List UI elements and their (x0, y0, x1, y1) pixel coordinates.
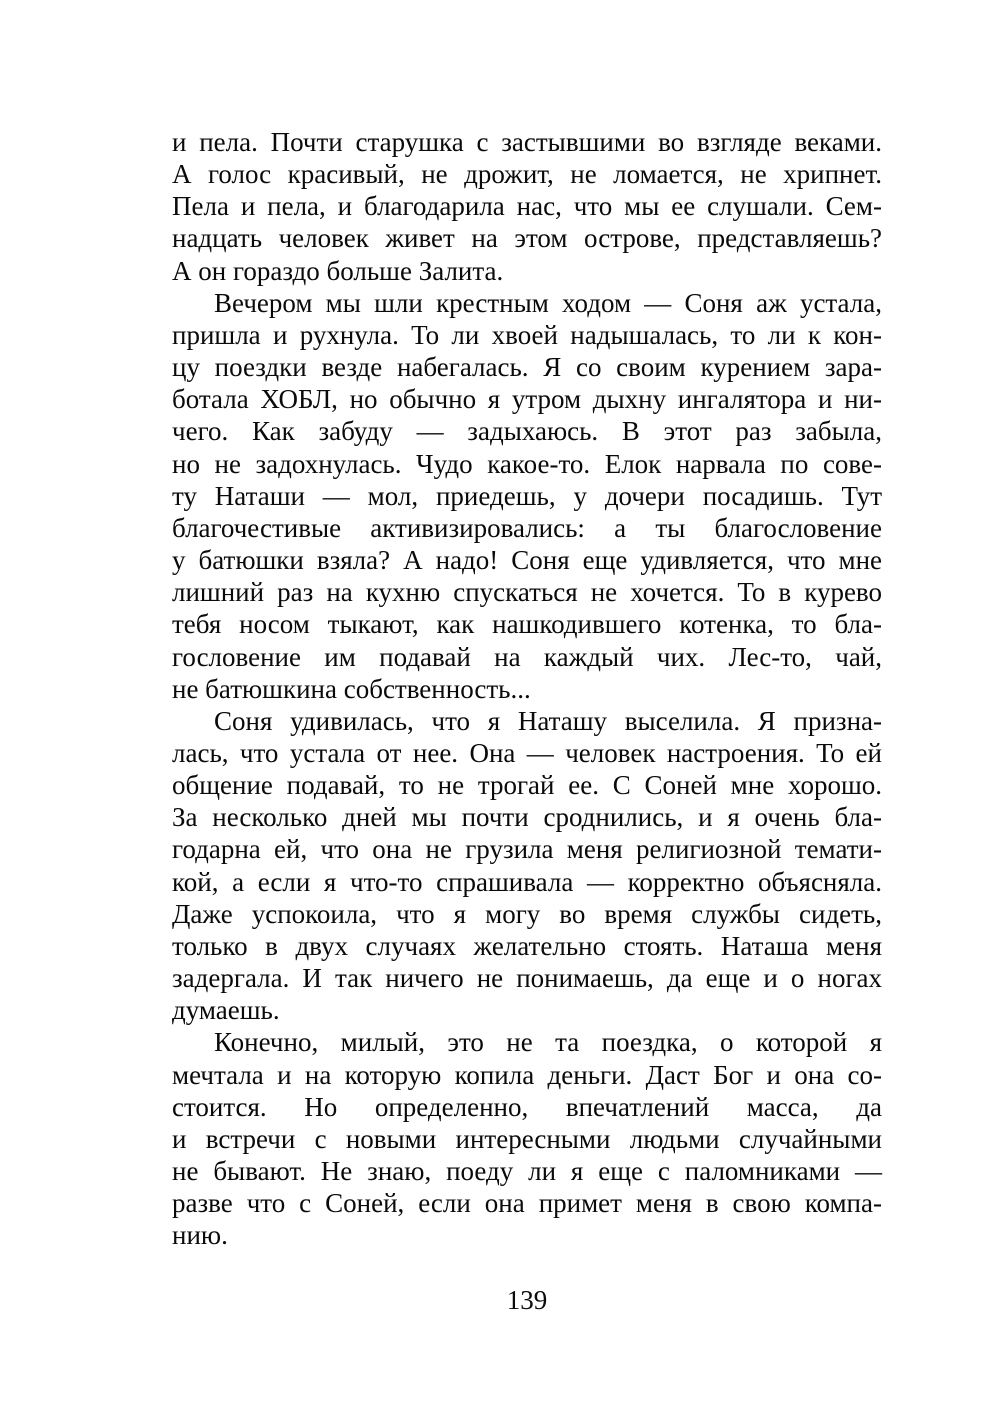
text-line: думаешь. (172, 995, 280, 1026)
text-line: общение подавай, то не трогай ее. С Соней мне хорошо. (172, 770, 882, 801)
text-line: За несколько дней мы почти сроднились, и я очень бла- (172, 802, 882, 833)
text-line: только в двух случаях желательно стоять. Наташа меня (172, 930, 882, 961)
text-line: ботала ХОБЛ, но обычно я утром дыхну ингалятора и ни- (172, 384, 882, 415)
text-line: годарна ей, что она не грузила меня религиозной темати- (172, 834, 882, 865)
text-line: цу поездки везде набегалась. Я со своим курением зара- (172, 352, 882, 383)
text-line: Соня удивилась, что я Наташу выселила. Я призна- (214, 705, 882, 736)
text-line: не бывают. Не знаю, поеду ли я еще с паломниками — (172, 1156, 882, 1186)
paragraph (172, 287, 882, 705)
paragraph (172, 705, 882, 1027)
text-line: не батюшкина собственность... (172, 673, 531, 704)
text-line: надцать человек живет на этом острове, представляешь? (172, 223, 882, 254)
text-line: нию. (172, 1220, 228, 1251)
text-line: Пела и пела, и благодарила нас, что мы ее слушали. Сем- (172, 191, 882, 222)
text-line: у батюшки взяла? А надо! Соня еще удивляется, что мне (172, 545, 882, 576)
text-line: лишний раз на кухню спускаться не хочется. То в курево (172, 577, 882, 608)
text-line: задергала. И так ничего не понимаешь, да еще и о ногах (172, 963, 882, 994)
paragraph (172, 1026, 882, 1251)
text-line: гословение им подавай на каждый чих. Лес-то, чай, (172, 641, 882, 672)
text-line: Даже успокоила, что я могу во время службы сидеть, (172, 898, 882, 929)
text-line: Вечером мы шли крестным ходом — Соня аж устала, (214, 287, 882, 318)
page-number: 139 (506, 1285, 548, 1315)
text-line: тебя носом тыкают, как нашкодившего котенка, то бла- (172, 609, 882, 640)
text-line: благочестивые активизировались: а ты благословение (172, 512, 882, 543)
text-line: кой, а если я что-то спрашивала — корректно объясняла. (172, 866, 882, 897)
text-line: чего. Как забуду — задыхаюсь. В этот раз забыла, (172, 416, 882, 447)
paragraph (172, 126, 882, 287)
text-line: и встречи с новыми интересными людьми случайными (172, 1123, 882, 1154)
text-line: Конечно, милый, это не та поездка, о которой я (214, 1027, 882, 1058)
text-line: ту Наташи — мол, приедешь, у дочери посадишь. Тут (172, 480, 882, 511)
page-text (172, 126, 882, 1251)
text-line: мечтала и на которую копила деньги. Даст Бог и она со- (172, 1059, 882, 1090)
text-line: разве что с Соней, если она примет меня в свою компа- (172, 1188, 882, 1219)
text-line: А он гораздо больше Залита. (172, 255, 504, 286)
text-line: но не задохнулась. Чудо какое-то. Елок нарвала по сове- (172, 448, 882, 479)
text-line: А голос красивый, не дрожит, не ломается, не хрипнет. (172, 159, 882, 190)
text-line: и пела. Почти старушка с застывшими во взгляде веками. (172, 127, 882, 157)
text-line: пришла и рухнула. То ли хвоей надышалась, то ли к кон- (172, 319, 882, 350)
text-line: стоится. Но определенно, впечатлений масса, да (172, 1091, 882, 1122)
text-line: лась, что устала от нее. Она — человек настроения. То ей (172, 737, 882, 768)
